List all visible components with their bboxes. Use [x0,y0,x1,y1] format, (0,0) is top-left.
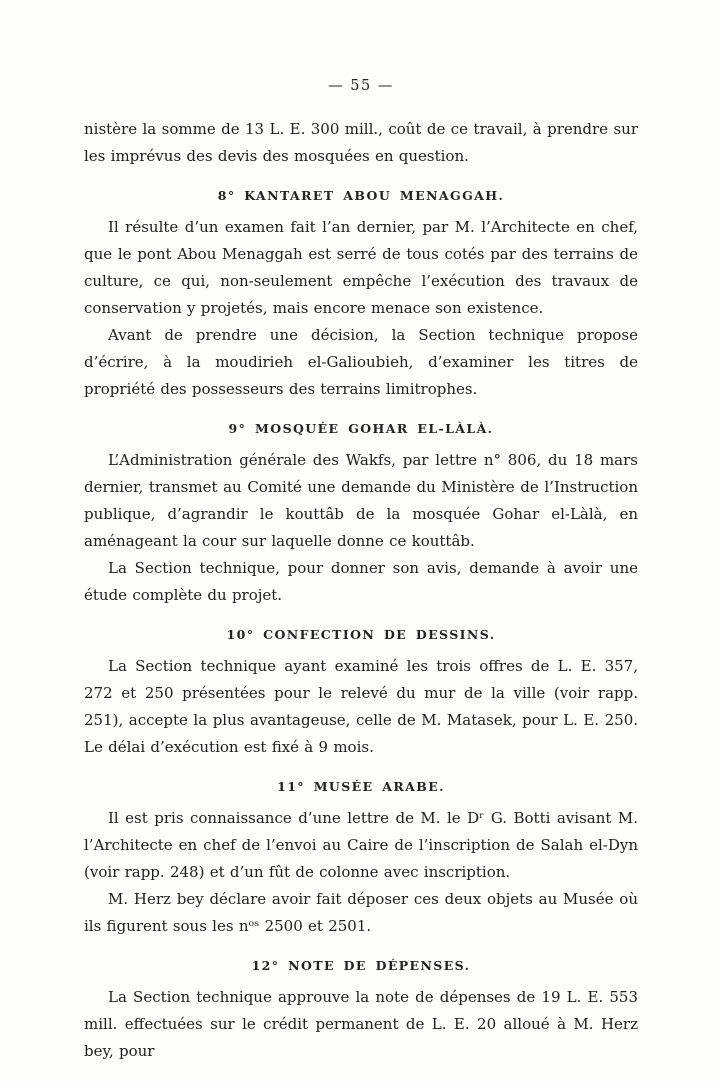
section-heading-9: 9° MOSQUÉE GOHAR EL-LÀLÀ. [228,421,494,436]
paragraph: Il est pris connaissance d’une lettre de M. le Dʳ G. Botti avisant M. l’Architecte en chef de l’envoi au Caire de l’inscription de Salah el-Dyn (voir rapp. 248) et d’un fût de colonne avec inscription. [84,809,638,881]
paragraph: La Section technique approuve la note de dépenses de 19 L. E. 553 mill. effectuées sur le crédit permanent de L. E. 20 alloué à M. Herz bey, pour [84,988,638,1060]
section-heading-12: 12° NOTE DE DÉPENSES. [251,958,471,973]
section-heading-11: 11° MUSÉE ARABE. [277,779,445,794]
paragraph: L’Administration générale des Wakfs, par lettre n° 806, du 18 mars dernier, transmet au Comité une demande du Ministère de l’Instruction publique, d’agrandir le kouttâb de la mosquée Gohar el-Làlà, en aménageant la cour sur laquelle donne ce kouttâb. [84,451,638,550]
paragraph: La Section technique, pour donner son avis, demande à avoir une étude complète du projet. [84,559,638,604]
paragraph: Il résulte d’un examen fait l’an dernier, par M. l’Architecte en chef, que le pont Abou Menaggah est serré de tous cotés par des terrains de culture, ce qui, non-seulement empêche l’exécution des travaux de conservation y projetés, mais encore menace son existence. [84,218,638,317]
section-heading-10: 10° CONFECTION DE DESSINS. [226,627,496,642]
paragraph: La Section technique ayant examiné les trois offres de L. E. 357, 272 et 250 présentées pour le relevé du mur de la ville (voir rapp. 251), accepte la plus avantageuse, celle de M. Matasek, pour L. E. 250. Le délai d’exécution est fixé à 9 mois. [84,657,638,756]
paragraph-continuation: nistère la somme de 13 L. E. 300 mill., coût de ce travail, à prendre sur les imprévus des devis des mosquées en question. [84,120,638,165]
paragraph: Avant de prendre une décision, la Section technique propose d’écrire, à la moudirieh el-Galioubieh, d’examiner les titres de propriété des possesseurs des terrains limitrophes. [84,326,638,398]
page-number: — 55 — [328,78,394,94]
paragraph: M. Herz bey déclare avoir fait déposer ces deux objets au Musée où ils figurent sous les nᵒˢ 2500 et 2501. [84,890,638,935]
section-heading-8: 8° KANTARET ABOU MENAGGAH. [217,188,505,203]
